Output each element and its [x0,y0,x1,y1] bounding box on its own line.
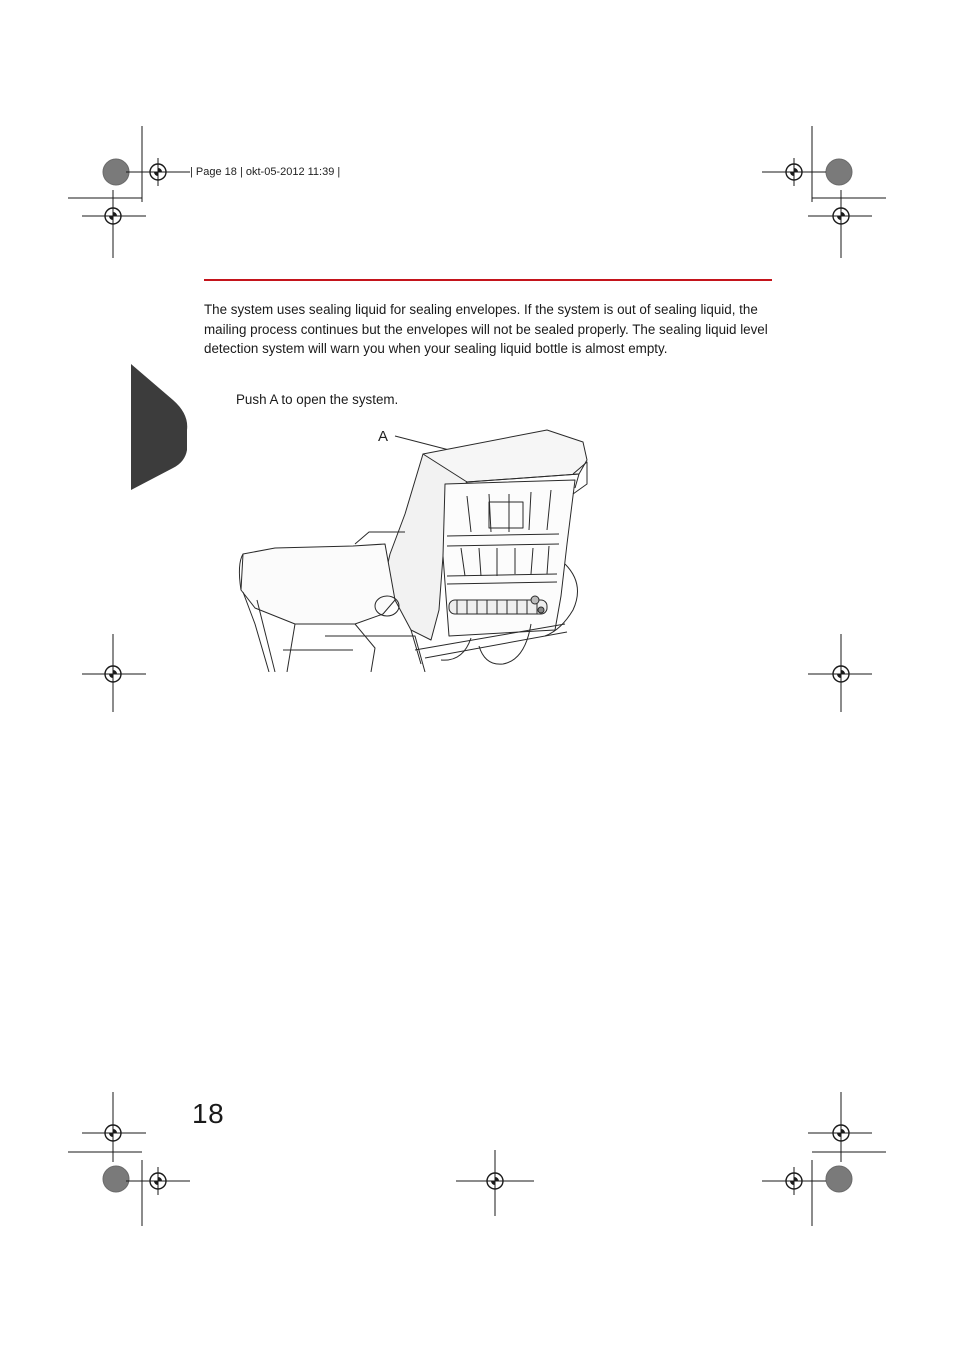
registration-dot-icon [103,1166,129,1192]
callout-a-label: A [378,428,389,445]
callout-a [378,428,457,452]
registration-crosshair-icon [827,202,855,230]
intro-paragraph: The system uses sealing liquid for sealing envelopes. If the system is out of sealing liquid, the mailing process continues but the envelopes will not be sealed properly. The sealing liquid level detection system will warn you when your sealing liquid bottle is almost empty. [204,302,768,356]
registration-crosshair-icon [780,158,808,186]
registration-crosshair-icon [99,660,127,688]
registration-crosshair-icon [144,1167,172,1195]
registration-crosshair-icon [481,1167,509,1195]
section-rule [204,279,772,281]
registration-dot-icon [826,1166,852,1192]
registration-crosshair-icon [99,1119,127,1147]
registration-crosshair-icon [780,1167,808,1195]
page-number: 18 [192,1098,225,1129]
registration-crosshair-icon [827,1119,855,1147]
registration-crosshair-icon [99,202,127,230]
registration-crosshair-icon [144,158,172,186]
step-instruction: Push A to open the system. [236,392,399,407]
registration-crosshair-icon [827,660,855,688]
registration-dot-icon [826,159,852,185]
registration-dot-icon [103,159,129,185]
system-illustration [235,424,590,672]
chapter-tab-icon [131,364,189,490]
print-slug: | Page 18 | okt-05-2012 11:39 | [190,166,341,178]
